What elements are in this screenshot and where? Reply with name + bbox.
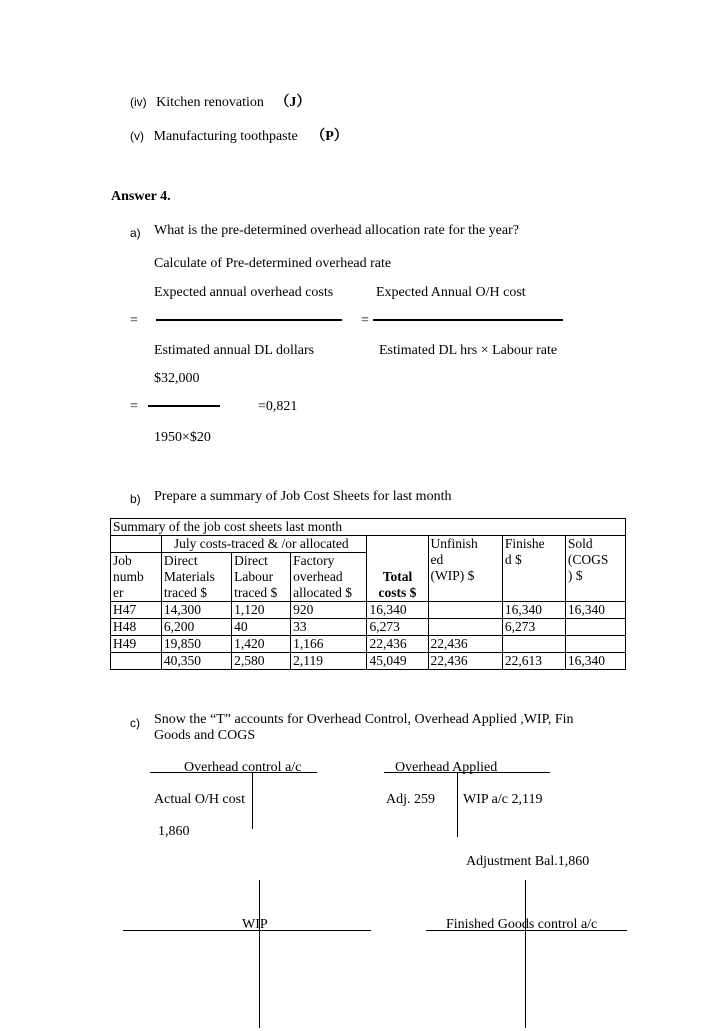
cell-dm: 40,350: [161, 653, 231, 670]
t-overhead-applied-left-entry: Adj. 259: [386, 792, 435, 807]
cell-fin: 22,613: [502, 653, 565, 670]
t-overhead-applied-adjustment: Adjustment Bal.1,860: [466, 854, 590, 869]
header-line: costs $: [378, 585, 417, 600]
t-overhead-control-vbar: [252, 772, 253, 829]
header-line: (WIP) $: [430, 568, 475, 583]
part-c-marker: c): [130, 716, 140, 730]
answer-heading: Answer 4.: [111, 189, 171, 204]
cell-wip: [428, 619, 502, 636]
header-line: Labour: [234, 569, 274, 584]
classification-item-iv: [130, 91, 310, 111]
item-marker: (iv): [130, 95, 147, 109]
cell-total: 45,049: [367, 653, 428, 670]
cell-job: [111, 653, 162, 670]
cell-foh: 33: [291, 619, 367, 636]
cell-total: 22,436: [367, 636, 428, 653]
cell-dl: 40: [232, 619, 291, 636]
header-total: [367, 536, 428, 602]
header-line: traced $: [234, 585, 278, 600]
fraction-bar-right: [373, 319, 563, 321]
cell-dm: 14,300: [161, 602, 231, 619]
part-c-question-line1: Snow the “T” accounts for Overhead Control, Overhead Applied ,WIP, Fin: [154, 712, 574, 727]
value-result: =0,821: [258, 399, 298, 414]
cell-sold: 16,340: [565, 653, 625, 670]
cell-dl: 1,420: [232, 636, 291, 653]
equals-sign-1: =: [130, 313, 138, 328]
cell-wip: [428, 602, 502, 619]
item-marker: (v): [130, 129, 144, 143]
empty-cell: [111, 536, 162, 553]
header-job: [111, 553, 162, 602]
calc-title: Calculate of Pre-determined overhead rate: [154, 256, 392, 271]
cell-foh: 1,166: [291, 636, 367, 653]
header-line: Factory: [293, 553, 335, 568]
item-text: Kitchen renovation: [156, 95, 264, 110]
cell-total: 6,273: [367, 619, 428, 636]
header-line: overhead: [293, 569, 343, 584]
cell-sold: 16,340: [565, 602, 625, 619]
t-overhead-applied-vbar: [457, 772, 458, 837]
cell-dm: 6,200: [161, 619, 231, 636]
part-c-question-line2: Goods and COGS: [154, 728, 256, 743]
t-wip-hbar: [123, 930, 371, 931]
cell-wip: 22,436: [428, 636, 502, 653]
table-row: [111, 619, 626, 636]
cell-fin: 16,340: [502, 602, 565, 619]
part-a-marker: a): [130, 226, 141, 240]
cell-foh: 2,119: [291, 653, 367, 670]
denominator-right: Estimated DL hrs × Labour rate: [379, 343, 558, 358]
cell-dl: 2,580: [232, 653, 291, 670]
header-line: d $: [504, 552, 522, 567]
cell-sold: [565, 636, 625, 653]
cell-total: 16,340: [367, 602, 428, 619]
value-numerator: $32,000: [154, 371, 200, 386]
t-overhead-control-title: Overhead control a/c: [184, 760, 302, 775]
table-title: Summary of the job cost sheets last month: [111, 519, 626, 536]
t-finished-goods-title: Finished Goods control a/c: [446, 917, 598, 932]
header-line: Job: [113, 553, 132, 568]
cell-sold: [565, 619, 625, 636]
cell-foh: 920: [291, 602, 367, 619]
t-overhead-control-hbar: [150, 772, 317, 773]
item-text: Manufacturing toothpaste: [153, 129, 298, 144]
t-overhead-control-left-entry: Actual O/H cost: [154, 792, 245, 807]
cell-job: H47: [111, 602, 162, 619]
fraction-bar-left: [156, 319, 342, 321]
header-direct-materials: [161, 553, 231, 602]
fraction-bar-value: [148, 405, 220, 407]
job-cost-summary-table: [110, 518, 626, 670]
t-wip-vbar: [259, 880, 260, 1028]
t-overhead-applied-right-entry: WIP a/c 2,119: [463, 792, 543, 807]
header-line: traced $: [163, 585, 207, 600]
header-line: ed: [430, 552, 444, 567]
header-wip: [428, 536, 502, 602]
t-overhead-applied-hbar: [384, 772, 550, 773]
header-line: Total: [382, 569, 413, 584]
item-answer: （P）: [311, 129, 348, 144]
totals-row: [111, 653, 626, 670]
header-factory-overhead: [291, 553, 367, 602]
header-line: er: [113, 585, 124, 600]
classification-item-v: [130, 125, 348, 145]
header-line: Materials: [163, 569, 215, 584]
part-a-question: What is the pre-determined overhead allocation rate for the year?: [154, 223, 519, 238]
t-finished-goods-vbar: [525, 880, 526, 1028]
header-line: numb: [113, 569, 144, 584]
denominator-left: Estimated annual DL dollars: [154, 343, 315, 358]
group-header: July costs-traced & /or allocated: [161, 536, 367, 553]
table-row: [111, 636, 626, 653]
header-finished: [502, 536, 565, 602]
header-line: ) $: [567, 568, 583, 583]
header-line: Sold: [567, 536, 593, 551]
cell-job: H48: [111, 619, 162, 636]
equals-sign-2: =: [361, 313, 369, 328]
header-line: Unfinish: [430, 536, 478, 551]
cell-fin: [502, 636, 565, 653]
t-overhead-control-left-value: 1,860: [158, 824, 190, 839]
header-line: Finishe: [504, 536, 545, 551]
header-line: (COGS: [567, 552, 609, 567]
cell-fin: 6,273: [502, 619, 565, 636]
header-line: allocated $: [293, 585, 352, 600]
header-sold: [565, 536, 625, 602]
part-b-question: Prepare a summary of Job Cost Sheets for last month: [154, 489, 452, 504]
item-answer: （J）: [275, 95, 311, 110]
cell-wip: 22,436: [428, 653, 502, 670]
t-overhead-applied-title: Overhead Applied: [395, 760, 498, 775]
value-denominator: 1950×$20: [154, 430, 211, 445]
header-line: Direct: [163, 553, 198, 568]
cell-job: H49: [111, 636, 162, 653]
header-line: Direct: [234, 553, 268, 568]
header-direct-labour: [232, 553, 291, 602]
numerator-right: Expected Annual O/H cost: [376, 285, 526, 300]
table-row: [111, 602, 626, 619]
t-wip-title: WIP: [242, 917, 268, 932]
t-finished-goods-hbar: [426, 930, 627, 931]
part-b-marker: b): [130, 492, 141, 506]
cell-dl: 1,120: [232, 602, 291, 619]
numerator-left: Expected annual overhead costs: [154, 285, 334, 300]
equals-sign-3: =: [130, 399, 138, 414]
cell-dm: 19,850: [161, 636, 231, 653]
